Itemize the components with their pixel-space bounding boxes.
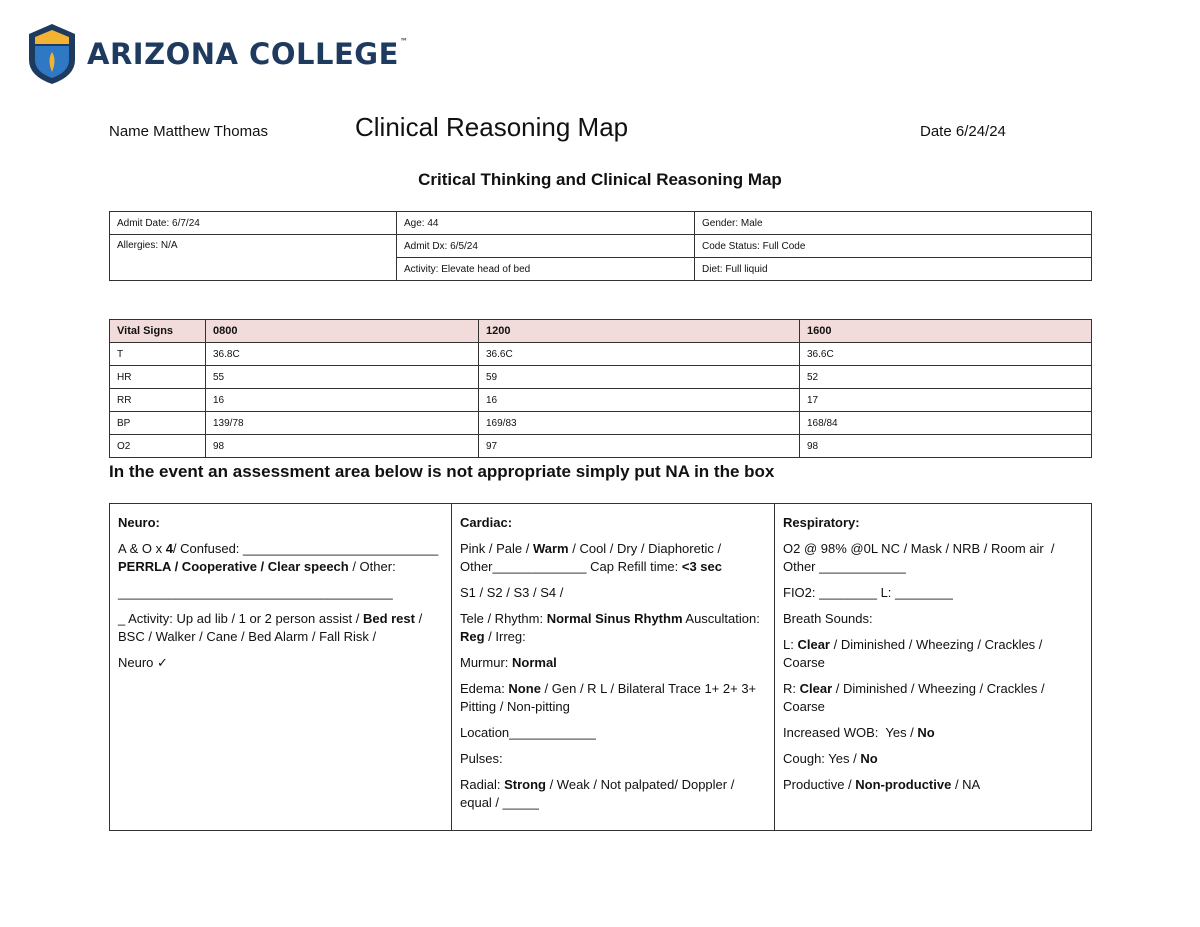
activity: Activity: Elevate head of bed xyxy=(397,258,695,281)
vitals-header: 1600 xyxy=(800,320,1092,343)
resp-productive: Productive / Non-productive / NA xyxy=(783,777,981,792)
cardiac-pulses: Pulses: xyxy=(460,751,503,766)
vitals-cell: 98 xyxy=(206,435,479,458)
vitals-cell: 139/78 xyxy=(206,412,479,435)
cardiac-murmur: Murmur: Normal xyxy=(460,655,557,670)
vitals-cell: 36.6C xyxy=(479,343,800,366)
gender: Gender: Male xyxy=(695,212,1092,235)
table-row xyxy=(110,435,1092,458)
resp-o2: O2 @ 98% @0L NC / Mask / NRB / Room air / Other ____________ xyxy=(783,541,1055,574)
resp-right: R: Clear / Diminished / Wheezing / Crackles / Coarse xyxy=(783,681,1045,714)
neuro-activity: _ Activity: Up ad lib / 1 or 2 person assist / Bed rest / BSC / Walker / Cane / Bed Alarm / Fall Risk / xyxy=(118,611,423,644)
vitals-cell: 98 xyxy=(800,435,1092,458)
vital-signs-table xyxy=(109,319,1092,458)
table-row xyxy=(110,412,1092,435)
table-row xyxy=(110,389,1092,412)
vitals-cell: 16 xyxy=(479,389,800,412)
resp-fio2: FIO2: ________ L: ________ xyxy=(783,585,953,600)
cardiac-location: Location____________ xyxy=(460,725,596,740)
vitals-cell: 168/84 xyxy=(800,412,1092,435)
vitals-cell: O2 xyxy=(110,435,206,458)
respiratory-section xyxy=(775,504,1092,831)
patient-name: Name Matthew Thomas xyxy=(109,123,268,140)
arizona-college-logo xyxy=(27,22,408,86)
vitals-cell: 59 xyxy=(479,366,800,389)
resp-breath-sounds: Breath Sounds: xyxy=(783,611,873,626)
vitals-header: 0800 xyxy=(206,320,479,343)
neuro-check: Neuro ✓ xyxy=(118,655,168,670)
admit-dx: Admit Dx: 6/5/24 xyxy=(397,235,695,258)
neuro-other-line: ______________________________________ xyxy=(118,585,393,600)
vitals-cell: 16 xyxy=(206,389,479,412)
vitals-cell: 97 xyxy=(479,435,800,458)
vitals-cell: 17 xyxy=(800,389,1092,412)
na-instruction: In the event an assessment area below is not appropriate simply put NA in the box xyxy=(109,462,775,481)
vitals-cell: RR xyxy=(110,389,206,412)
admit-date: Admit Date: 6/7/24 xyxy=(110,212,397,235)
neuro-orientation: A & O x 4/ Confused: ___________________________ PERRLA / Cooperative / Clear speech / Other: xyxy=(118,541,439,574)
resp-cough: Cough: Yes / No xyxy=(783,751,878,766)
patient-info-table xyxy=(109,211,1092,281)
vitals-header: Vital Signs xyxy=(110,320,206,343)
cardiac-tele: Tele / Rhythm: Normal Sinus Rhythm Auscultation: Reg / Irreg: xyxy=(460,611,760,644)
assessment-table xyxy=(109,503,1092,831)
date: Date 6/24/24 xyxy=(920,123,1006,140)
vitals-cell: 36.8C xyxy=(206,343,479,366)
allergies: Allergies: N/A xyxy=(110,235,397,281)
shield-icon xyxy=(27,22,77,86)
vitals-cell: 169/83 xyxy=(479,412,800,435)
cardiac-radial: Radial: Strong / Weak / Not palpated/ Doppler / equal / _____ xyxy=(460,777,735,810)
page-title: Clinical Reasoning Map xyxy=(355,112,629,142)
vitals-cell: 52 xyxy=(800,366,1092,389)
neuro-title: Neuro: xyxy=(118,515,160,530)
vitals-header: 1200 xyxy=(479,320,800,343)
logo-text: ARIZONA COLLEGE™ xyxy=(87,37,409,71)
cardiac-skin: Pink / Pale / Warm / Cool / Dry / Diaphoretic / Other_____________ Cap Refill time: <3 sec xyxy=(460,541,722,574)
resp-left: L: Clear / Diminished / Wheezing / Crackles / Coarse xyxy=(783,637,1043,670)
vitals-header-row xyxy=(110,320,1092,343)
neuro-section xyxy=(110,504,452,831)
code-status: Code Status: Full Code xyxy=(695,235,1092,258)
vitals-cell: 36.6C xyxy=(800,343,1092,366)
age: Age: 44 xyxy=(397,212,695,235)
cardiac-title: Cardiac: xyxy=(460,515,513,530)
resp-wob: Increased WOB: Yes / No xyxy=(783,725,935,740)
table-row xyxy=(110,366,1092,389)
respiratory-title: Respiratory: xyxy=(783,515,860,530)
vitals-cell: 55 xyxy=(206,366,479,389)
vitals-cell: HR xyxy=(110,366,206,389)
cardiac-heart-sounds: S1 / S2 / S3 / S4 / xyxy=(460,585,564,600)
vitals-cell: BP xyxy=(110,412,206,435)
table-row xyxy=(110,343,1092,366)
cardiac-edema: Edema: None / Gen / R L / Bilateral Trace 1+ 2+ 3+ Pitting / Non-pitting xyxy=(460,681,757,714)
page-subtitle: Critical Thinking and Clinical Reasoning Map xyxy=(418,170,782,189)
vitals-cell: T xyxy=(110,343,206,366)
cardiac-section xyxy=(452,504,775,831)
diet: Diet: Full liquid xyxy=(695,258,1092,281)
